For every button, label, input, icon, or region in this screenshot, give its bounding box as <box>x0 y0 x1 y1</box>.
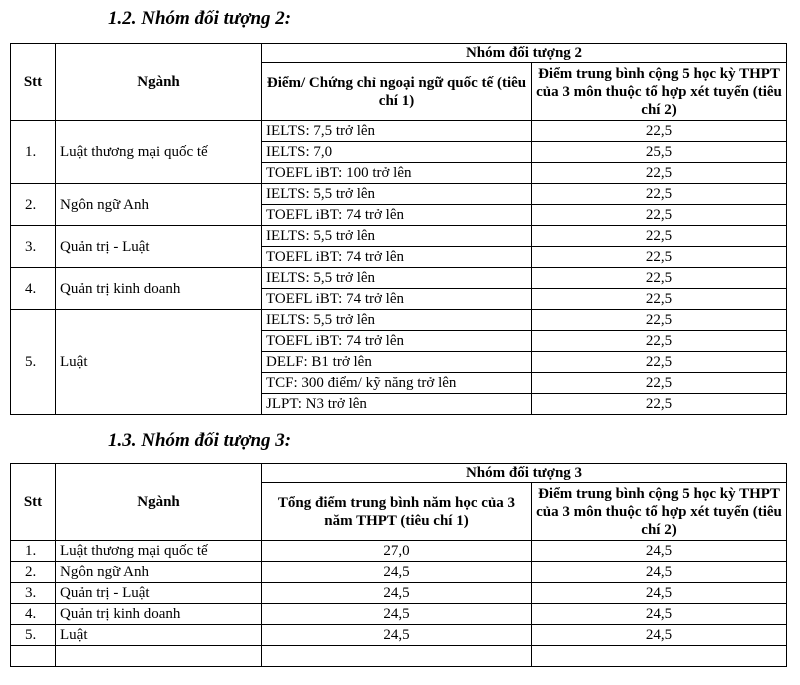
certificate-requirement: TCF: 300 điểm/ kỹ năng trở lên <box>262 373 532 394</box>
row-number: 4. <box>11 604 56 625</box>
row-number: 2. <box>11 184 56 226</box>
gpa-score: 24,5 <box>532 604 787 625</box>
row-number: 5. <box>11 310 56 415</box>
section-2-heading: 1.2. Nhóm đối tượng 2: <box>108 8 292 29</box>
major-name: Quản trị kinh doanh <box>56 268 262 310</box>
criterion-1-header: Tổng điểm trung bình năm học của 3 năm THPT (tiêu chí 1) <box>262 483 532 541</box>
criterion-1-header: Điểm/ Chứng chỉ ngoại ngữ quốc tế (tiêu chí 1) <box>262 63 532 121</box>
gpa-score: 22,5 <box>532 205 787 226</box>
table-row <box>11 184 787 205</box>
group-header: Nhóm đối tượng 2 <box>262 44 787 63</box>
major-name: Quản trị - Luật <box>56 583 262 604</box>
certificate-requirement: JLPT: N3 trở lên <box>262 394 532 415</box>
gpa-score: 22,5 <box>532 121 787 142</box>
major-name: Luật thương mại quốc tế <box>56 541 262 562</box>
certificate-requirement: IELTS: 5,5 trở lên <box>262 226 532 247</box>
table-row <box>11 226 787 247</box>
certificate-requirement: IELTS: 5,5 trở lên <box>262 268 532 289</box>
certificate-requirement: TOEFL iBT: 74 trở lên <box>262 205 532 226</box>
group-2-table <box>10 43 787 415</box>
row-number: 5. <box>11 625 56 646</box>
certificate-requirement: TOEFL iBT: 74 trở lên <box>262 247 532 268</box>
gpa-score: 22,5 <box>532 352 787 373</box>
gpa-score: 22,5 <box>532 247 787 268</box>
certificate-requirement: TOEFL iBT: 74 trở lên <box>262 331 532 352</box>
criterion-2-header: Điểm trung bình cộng 5 học kỳ THPT của 3 môn thuộc tổ hợp xét tuyển (tiêu chí 2) <box>532 483 787 541</box>
certificate-requirement: IELTS: 7,5 trở lên <box>262 121 532 142</box>
gpa-score: 22,5 <box>532 373 787 394</box>
gpa-score: 24,5 <box>532 583 787 604</box>
table-row <box>11 583 787 604</box>
major-header: Ngành <box>56 44 262 121</box>
certificate-requirement: DELF: B1 trở lên <box>262 352 532 373</box>
major-header: Ngành <box>56 464 262 541</box>
certificate-requirement: TOEFL iBT: 74 trở lên <box>262 289 532 310</box>
gpa-score: 22,5 <box>532 289 787 310</box>
major-name: Luật thương mại quốc tế <box>56 121 262 184</box>
empty-cell <box>262 646 532 667</box>
section-3-heading: 1.3. Nhóm đối tượng 3: <box>108 430 292 451</box>
gpa-score: 24,5 <box>532 625 787 646</box>
table-row <box>11 121 787 142</box>
table-row <box>11 310 787 331</box>
gpa-score: 22,5 <box>532 331 787 352</box>
row-number: 1. <box>11 121 56 184</box>
certificate-requirement: TOEFL iBT: 100 trở lên <box>262 163 532 184</box>
row-number: 3. <box>11 583 56 604</box>
criterion-2-header: Điểm trung bình cộng 5 học kỳ THPT của 3 môn thuộc tổ hợp xét tuyển (tiêu chí 2) <box>532 63 787 121</box>
stt-header: Stt <box>11 464 56 541</box>
gpa-score: 22,5 <box>532 268 787 289</box>
major-name: Ngôn ngữ Anh <box>56 184 262 226</box>
major-name: Luật <box>56 310 262 415</box>
row-number: 4. <box>11 268 56 310</box>
average-score: 24,5 <box>262 583 532 604</box>
table-row <box>11 541 787 562</box>
major-name: Quản trị kinh doanh <box>56 604 262 625</box>
major-name: Ngôn ngữ Anh <box>56 562 262 583</box>
average-score: 27,0 <box>262 541 532 562</box>
table-row <box>11 604 787 625</box>
group-3-table <box>10 463 787 667</box>
average-score: 24,5 <box>262 562 532 583</box>
empty-cell <box>56 646 262 667</box>
gpa-score: 24,5 <box>532 541 787 562</box>
average-score: 24,5 <box>262 604 532 625</box>
gpa-score: 24,5 <box>532 562 787 583</box>
empty-cell <box>532 646 787 667</box>
row-number: 3. <box>11 226 56 268</box>
table-row <box>11 625 787 646</box>
row-number: 2. <box>11 562 56 583</box>
table-row <box>11 562 787 583</box>
major-name: Quản trị - Luật <box>56 226 262 268</box>
gpa-score: 22,5 <box>532 394 787 415</box>
certificate-requirement: IELTS: 5,5 trở lên <box>262 310 532 331</box>
gpa-score: 22,5 <box>532 310 787 331</box>
gpa-score: 22,5 <box>532 226 787 247</box>
empty-cell <box>11 646 56 667</box>
table-row <box>11 268 787 289</box>
empty-row <box>11 646 787 667</box>
row-number: 1. <box>11 541 56 562</box>
certificate-requirement: IELTS: 7,0 <box>262 142 532 163</box>
certificate-requirement: IELTS: 5,5 trở lên <box>262 184 532 205</box>
group-header: Nhóm đối tượng 3 <box>262 464 787 483</box>
stt-header: Stt <box>11 44 56 121</box>
gpa-score: 22,5 <box>532 163 787 184</box>
gpa-score: 25,5 <box>532 142 787 163</box>
gpa-score: 22,5 <box>532 184 787 205</box>
major-name: Luật <box>56 625 262 646</box>
average-score: 24,5 <box>262 625 532 646</box>
